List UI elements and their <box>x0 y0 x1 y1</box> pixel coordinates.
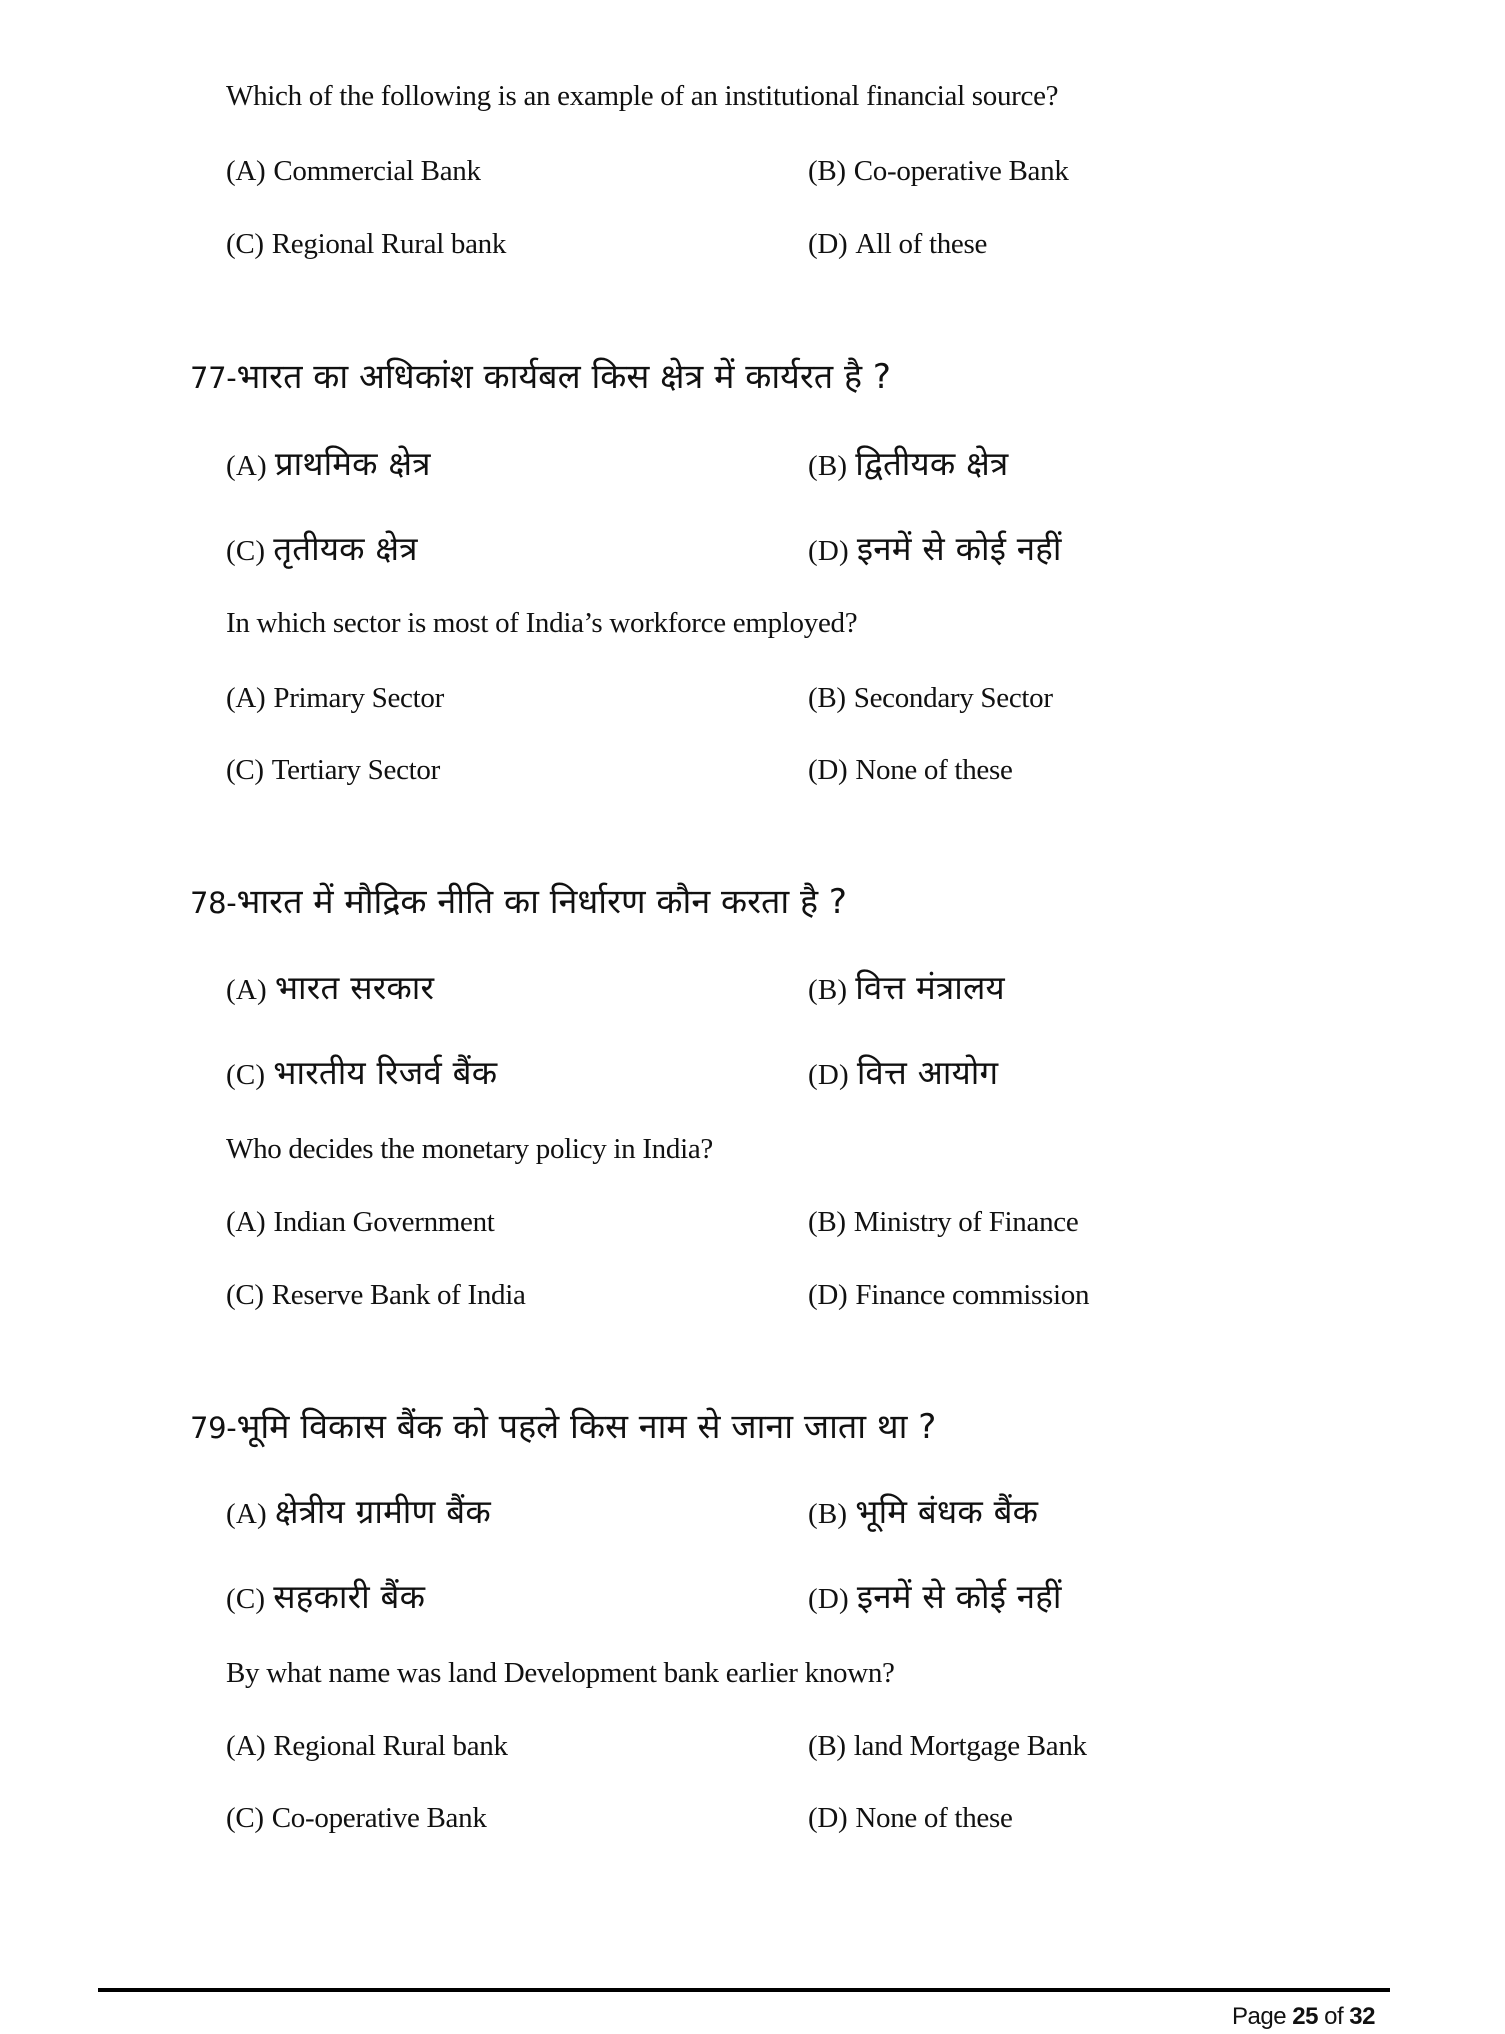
option-label: (B) <box>808 682 846 714</box>
option-c <box>226 525 418 570</box>
option-label: (D) <box>808 228 848 260</box>
option-label: (C) <box>226 1279 264 1311</box>
total-pages: 32 <box>1349 2003 1375 2030</box>
option-c <box>226 1279 526 1312</box>
question-text-hi: भारत का अधिकांश कार्यबल किस क्षेत्र में कार्यरत है ? <box>236 357 891 397</box>
option-label: (B) <box>808 1206 846 1238</box>
option-text: इनमें से कोई नहीं <box>856 1577 1062 1616</box>
option-text: Secondary Sector <box>853 682 1053 714</box>
option-label: (C) <box>226 754 264 786</box>
option-b <box>808 1488 1038 1533</box>
option-c <box>226 1802 487 1835</box>
page-number <box>1232 2003 1375 2031</box>
option-text: Indian Government <box>273 1206 495 1238</box>
option-text: Tertiary Sector <box>271 754 440 786</box>
option-label: (B) <box>808 450 848 482</box>
option-a <box>226 1730 508 1763</box>
option-label: (C) <box>226 535 266 567</box>
option-label: (A) <box>226 450 267 482</box>
option-text: Co-operative Bank <box>271 1802 487 1834</box>
option-b <box>808 440 1008 485</box>
option-a <box>226 440 431 485</box>
option-text: भारतीय रिजर्व बैंक <box>273 1053 498 1092</box>
option-label: (A) <box>226 155 266 187</box>
option-label: (B) <box>808 155 846 187</box>
option-label: (B) <box>808 1498 848 1530</box>
option-a <box>226 1206 495 1239</box>
option-text: वित्त मंत्रालय <box>855 968 1005 1007</box>
option-text: Regional Rural bank <box>273 1730 508 1762</box>
option-text: Finance commission <box>855 1279 1090 1311</box>
footer-divider <box>98 1988 1390 1992</box>
option-a <box>226 1488 491 1533</box>
option-label: (D) <box>808 1802 848 1834</box>
option-text: तृतीयक क्षेत्र <box>273 529 418 568</box>
option-text: सहकारी बैंक <box>273 1577 426 1616</box>
question-77-hindi <box>190 352 891 398</box>
option-label: (C) <box>226 1802 264 1834</box>
option-b <box>808 964 1005 1009</box>
option-label: (A) <box>226 1206 266 1238</box>
option-b <box>808 1730 1087 1763</box>
option-a <box>226 682 444 715</box>
question-number: 79- <box>190 1411 237 1445</box>
option-text: द्वितीयक क्षेत्र <box>855 444 1009 483</box>
option-label: (D) <box>808 754 848 786</box>
option-label: (A) <box>226 974 267 1006</box>
option-d <box>808 525 1062 570</box>
question-text-en: Which of the following is an example of an institutional financial source? <box>226 80 1059 112</box>
option-label: (D) <box>808 1279 848 1311</box>
option-text: None of these <box>855 1802 1013 1834</box>
option-text: भारत सरकार <box>274 968 435 1007</box>
question-number: 77- <box>190 361 237 395</box>
option-text: भूमि बंधक बैंक <box>855 1492 1039 1531</box>
option-d <box>808 1279 1089 1312</box>
question-number: 78- <box>190 886 237 920</box>
option-text: Reserve Bank of India <box>271 1279 526 1311</box>
option-text: वित्त आयोग <box>856 1053 999 1092</box>
page-prefix: Page <box>1232 2003 1293 2030</box>
option-c <box>226 228 506 261</box>
option-label: (D) <box>808 1583 849 1615</box>
option-text: Commercial Bank <box>273 155 481 187</box>
option-text: प्राथमिक क्षेत्र <box>274 444 431 483</box>
option-label: (C) <box>226 1059 266 1091</box>
option-text: land Mortgage Bank <box>853 1730 1087 1762</box>
option-label: (B) <box>808 1730 846 1762</box>
question-text-en: In which sector is most of India’s workforce employed? <box>226 607 858 639</box>
option-c <box>226 1573 425 1618</box>
question-78-hindi <box>190 877 847 923</box>
option-text: क्षेत्रीय ग्रामीण बैंक <box>274 1492 491 1531</box>
question-text-en: Who decides the monetary policy in India? <box>226 1133 713 1165</box>
option-d <box>808 1573 1062 1618</box>
option-b <box>808 155 1069 188</box>
option-d <box>808 1049 998 1094</box>
option-c <box>226 1049 497 1094</box>
option-c <box>226 754 440 787</box>
option-text: Ministry of Finance <box>853 1206 1079 1238</box>
option-d <box>808 754 1013 787</box>
option-label: (A) <box>226 1730 266 1762</box>
option-text: Co-operative Bank <box>853 155 1069 187</box>
option-text: इनमें से कोई नहीं <box>856 529 1062 568</box>
option-label: (A) <box>226 1498 267 1530</box>
option-b <box>808 682 1053 715</box>
option-label: (D) <box>808 1059 849 1091</box>
option-a <box>226 964 434 1009</box>
option-d <box>808 228 987 261</box>
option-text: Regional Rural bank <box>271 228 507 260</box>
current-page: 25 <box>1292 2003 1318 2030</box>
option-label: (B) <box>808 974 848 1006</box>
option-d <box>808 1802 1013 1835</box>
option-a <box>226 155 481 188</box>
option-label: (C) <box>226 228 264 260</box>
option-text: None of these <box>855 754 1013 786</box>
option-text: All of these <box>855 228 988 260</box>
option-label: (C) <box>226 1583 266 1615</box>
page-of: of <box>1317 2003 1350 2030</box>
question-text-hi: भारत में मौद्रिक नीति का निर्धारण कौन करता है ? <box>236 882 847 922</box>
question-text-hi: भूमि विकास बैंक को पहले किस नाम से जाना जाता था ? <box>236 1407 937 1447</box>
option-text: Primary Sector <box>273 682 444 714</box>
option-label: (D) <box>808 535 849 567</box>
question-text-en: By what name was land Development bank earlier known? <box>226 1657 895 1689</box>
question-79-hindi <box>190 1402 936 1448</box>
option-b <box>808 1206 1078 1239</box>
option-label: (A) <box>226 682 266 714</box>
